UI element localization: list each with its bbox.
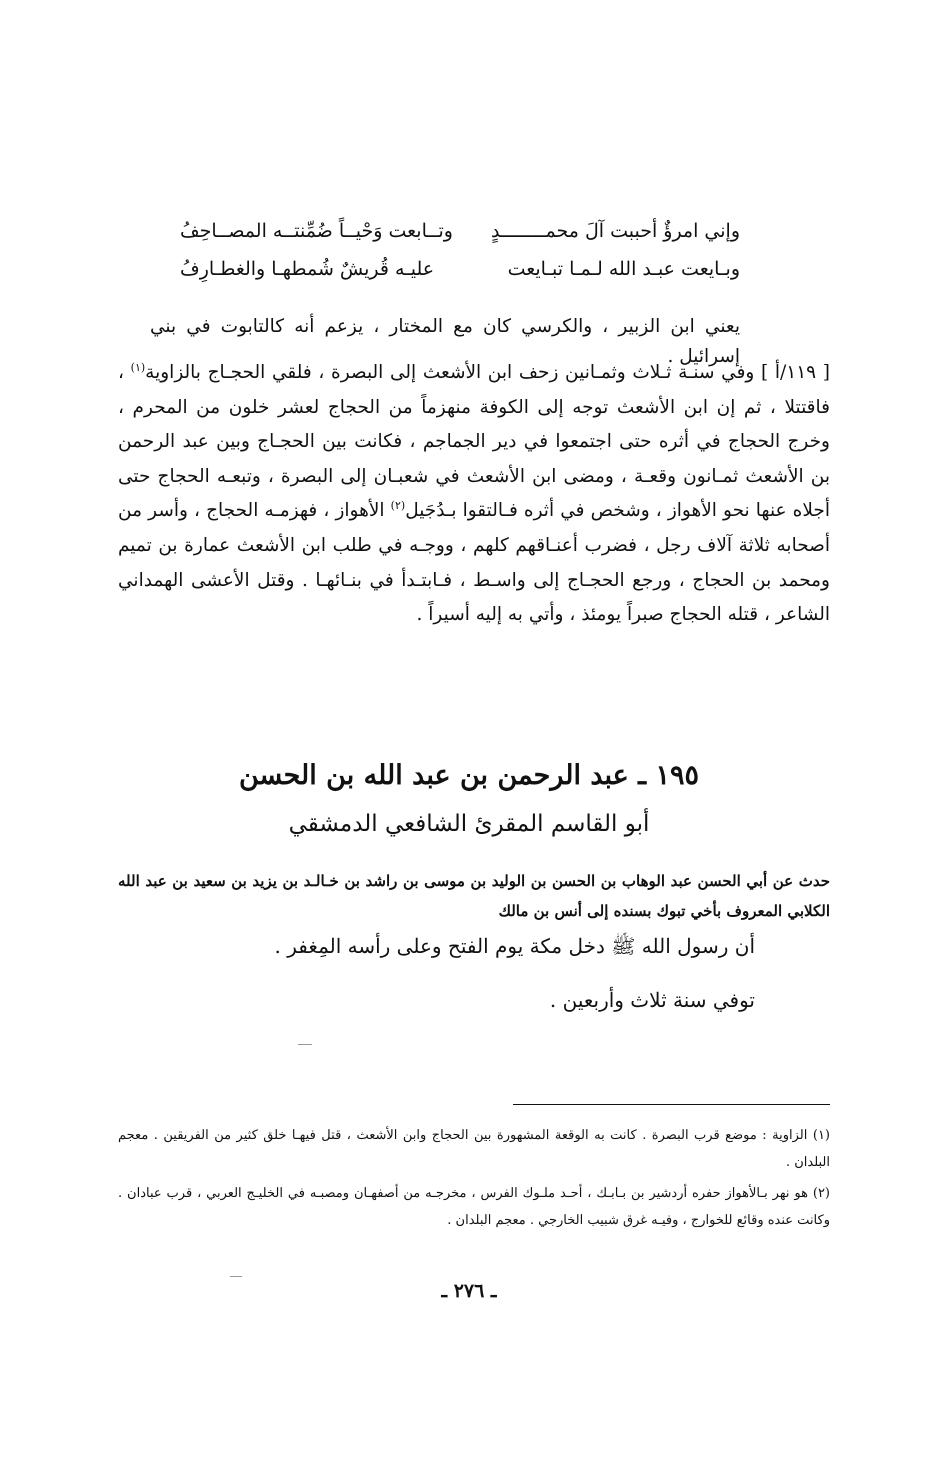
hadith-text: أن رسول الله ﷺ دخل مكة يوم الفتح وعلى رأسه المِغفر . [274, 934, 755, 958]
entry-subtitle: أبو القاسم المقرئ الشافعي الدمشقي [288, 811, 650, 837]
verse-1 [180, 212, 740, 250]
death-note: توفي سنة ثلاث وأربعين . [549, 988, 755, 1012]
verse-2-second-hemistich: عليـه قُريشٌ شُمطهـا والغطـارِفُ [180, 258, 435, 280]
main-paragraph-part-2: ، فاقتتلا ، ثم إن ابن الأشعث توجه إلى الكوفة منهزماً من الحجاج لعشر خلون من المحرم ، وخرج الحجاج في أثره حتى اجتمعوا في دير الجماجم ، فكانت بين الحجـاج وبين عبد الرحمن بن الأشعث ثمـانون وقعـة ، ومضى ابن الأشعث في شعبـان إلى البصرة ، وتبعـه الحجاج حتى أجلاه عنها نحو الأهواز ، وشخص في أثره فـالتقوا بـدُجَيل [118, 362, 830, 522]
footnote-reference-1: (١) [130, 360, 146, 374]
footnote-2: (٢) هو نهر بـالأهواز حفره أردشير بن بـابـك ، أحـد ملـوك الفرس ، مخرجـه من أصفهـان ومصبـه في الخليـج العربي ، قرب عبادان . وكانت عنده وقائع للخوارج ، وفيـه غرق شبيب الخارجي . معجم البلدان . [118, 1186, 830, 1228]
isnad-chain: حدث عن أبي الحسن عبد الوهاب بن الحسن بن الوليد بن موسى بن راشد بن خـالـد بن يزيد بن سعيد بن عبد الله الكلابي المعروف بأخي تبوك بسنده إلى أنس بن مالك [118, 872, 830, 920]
page-number: ـ ٢٧٦ ـ [441, 1280, 497, 1302]
footnote-separator [513, 1104, 830, 1105]
poem [180, 212, 740, 288]
verse-2 [180, 250, 740, 288]
verse-1-second-hemistich: وتــابعت وَحْيــاً ضُمِّنتــه المصــاحِفُ [180, 220, 453, 242]
footnote-reference-2: (٢) [390, 499, 406, 513]
footnote-1: (١) الزاوية : موضع قرب البصرة . كانت به الوقعة المشهورة بين الحجاج وابن الأشعث ، قتل فيهـا خلق كثير من الفريقين . معجم البلدان . [118, 1128, 830, 1170]
verse-2-first-hemistich: وبـايعت عبـد الله لـمـا تبـايعت [507, 258, 740, 280]
scan-mark [298, 1044, 312, 1045]
entry-title: ١٩٥ ـ عبد الرحمن بن عبد الله بن الحسن [238, 760, 700, 791]
main-paragraph-part-3: الأهواز ، فهزمـه الحجاج ، وأسر من أصحابه ثلاثة آلاف رجل ، فضرب أعنـاقهم كلهم ، ووجـه في طلب ابن الأشعث عمارة بن تميم ومحمد بن الحجاج ، ورجع الحجـاج إلى واسـط ، فـابتـدأ في بنـائهـا . وقتل الأعشى الهمداني الشاعر ، قتله الحجاج صبراً يومئذ ، وأتي به إليه أسيراً . [118, 500, 830, 626]
explanation-paragraph: يعني ابن الزبير ، والكرسي كان مع المختار ، يزعم أنه كالتابوت في بني إسرائيل . [150, 316, 740, 367]
main-paragraph [118, 356, 830, 633]
footnotes [118, 1122, 830, 1238]
verse-1-first-hemistich: وإني امرؤٌ أحببت آلَ محمــــــــدٍ [490, 220, 740, 242]
main-paragraph-part-1: [ ١١٩/أ ] وفي سنـة ثـلاث وثمـانين زحف ابن الأشعث إلى البصرة ، فلقي الحجـاج بالزاوية [145, 362, 830, 383]
